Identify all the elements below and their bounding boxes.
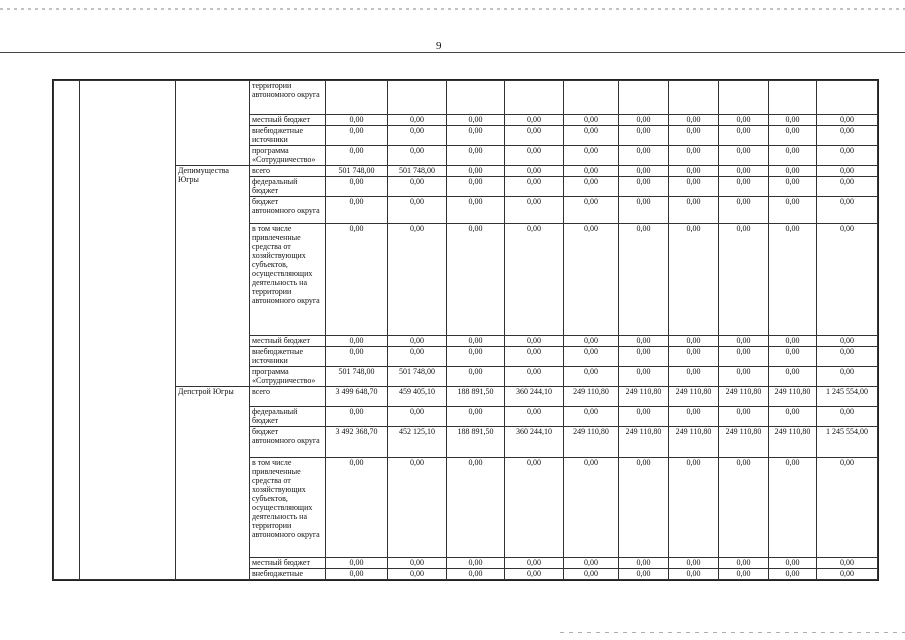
- page-number: 9: [436, 40, 442, 52]
- source-label: внебюджетные источники: [250, 347, 326, 367]
- value-cell: 0,00: [326, 458, 388, 558]
- value-cell: 0,00: [619, 197, 669, 224]
- value-cell: 0,00: [505, 558, 564, 569]
- value-cell: 0,00: [769, 197, 817, 224]
- value-cell: [719, 81, 769, 115]
- source-label: федеральный бюджет: [250, 407, 326, 427]
- value-cell: 0,00: [719, 177, 769, 197]
- value-cell: 0,00: [619, 177, 669, 197]
- value-cell: 0,00: [719, 569, 769, 580]
- value-cell: 249 110,80: [619, 427, 669, 458]
- value-cell: 0,00: [505, 224, 564, 336]
- value-cell: 0,00: [388, 224, 447, 336]
- value-cell: 0,00: [505, 166, 564, 177]
- value-cell: 0,00: [669, 569, 719, 580]
- value-cell: 0,00: [564, 336, 619, 347]
- value-cell: 0,00: [447, 558, 505, 569]
- value-cell: 0,00: [719, 166, 769, 177]
- source-label: в том числе привлеченные средства от хозяйствующих субъектов, осуществляющих деятельность на территории автономного округа: [250, 224, 326, 336]
- value-cell: 0,00: [817, 177, 878, 197]
- value-cell: 0,00: [769, 347, 817, 367]
- budget-grid: [53, 80, 878, 580]
- value-cell: 0,00: [719, 197, 769, 224]
- value-cell: 0,00: [619, 224, 669, 336]
- value-cell: 0,00: [326, 407, 388, 427]
- value-cell: 0,00: [388, 336, 447, 347]
- executor-cell: Депимущества Югры: [176, 166, 250, 387]
- value-cell: 0,00: [619, 126, 669, 146]
- value-cell: 1 245 554,00: [817, 427, 878, 458]
- value-cell: 0,00: [505, 569, 564, 580]
- value-cell: 0,00: [447, 367, 505, 387]
- value-cell: 0,00: [505, 347, 564, 367]
- value-cell: 501 748,00: [326, 367, 388, 387]
- source-label: программа «Сотрудничество»: [250, 146, 326, 166]
- value-cell: 0,00: [769, 177, 817, 197]
- value-cell: 0,00: [719, 347, 769, 367]
- value-cell: 0,00: [388, 115, 447, 126]
- value-cell: 501 748,00: [326, 166, 388, 177]
- value-cell: 0,00: [564, 458, 619, 558]
- value-cell: 0,00: [505, 115, 564, 126]
- value-cell: 0,00: [669, 558, 719, 569]
- value-cell: [326, 81, 388, 115]
- value-cell: 0,00: [769, 224, 817, 336]
- value-cell: 360 244,10: [505, 387, 564, 407]
- value-cell: 0,00: [719, 367, 769, 387]
- value-cell: 0,00: [564, 146, 619, 166]
- value-cell: 0,00: [817, 224, 878, 336]
- value-cell: 0,00: [817, 126, 878, 146]
- value-cell: 0,00: [719, 126, 769, 146]
- value-cell: 249 110,80: [719, 427, 769, 458]
- value-cell: 0,00: [769, 166, 817, 177]
- value-cell: 0,00: [505, 177, 564, 197]
- value-cell: 0,00: [564, 126, 619, 146]
- value-cell: 0,00: [619, 115, 669, 126]
- value-cell: 459 405,10: [388, 387, 447, 407]
- value-cell: 0,00: [388, 177, 447, 197]
- value-cell: 0,00: [326, 146, 388, 166]
- value-cell: 0,00: [669, 126, 719, 146]
- value-cell: 0,00: [326, 126, 388, 146]
- value-cell: 0,00: [619, 367, 669, 387]
- value-cell: 0,00: [817, 569, 878, 580]
- value-cell: 0,00: [326, 177, 388, 197]
- value-cell: 0,00: [817, 367, 878, 387]
- value-cell: 0,00: [619, 347, 669, 367]
- value-cell: 0,00: [669, 367, 719, 387]
- value-cell: 0,00: [817, 458, 878, 558]
- value-cell: 0,00: [564, 115, 619, 126]
- value-cell: 249 110,80: [769, 427, 817, 458]
- value-cell: 0,00: [769, 458, 817, 558]
- value-cell: 0,00: [505, 336, 564, 347]
- value-cell: 0,00: [447, 177, 505, 197]
- value-cell: 0,00: [505, 126, 564, 146]
- scan-artifact-top: [0, 8, 905, 10]
- value-cell: 0,00: [564, 166, 619, 177]
- source-label: в том числе привлеченные средства от хозяйствующих субъектов, осуществляющих деятельность на территории автономного округа: [250, 458, 326, 558]
- value-cell: 0,00: [669, 224, 719, 336]
- value-cell: 0,00: [669, 146, 719, 166]
- value-cell: 249 110,80: [564, 387, 619, 407]
- value-cell: 0,00: [326, 224, 388, 336]
- value-cell: [817, 81, 878, 115]
- source-label: местный бюджет: [250, 115, 326, 126]
- value-cell: 0,00: [669, 407, 719, 427]
- value-cell: 0,00: [619, 336, 669, 347]
- value-cell: 0,00: [388, 146, 447, 166]
- value-cell: 0,00: [505, 367, 564, 387]
- value-cell: 249 110,80: [564, 427, 619, 458]
- value-cell: 0,00: [388, 197, 447, 224]
- value-cell: 0,00: [505, 146, 564, 166]
- value-cell: 188 891,50: [447, 387, 505, 407]
- value-cell: [769, 81, 817, 115]
- value-cell: 0,00: [817, 115, 878, 126]
- value-cell: 0,00: [564, 367, 619, 387]
- value-cell: 0,00: [719, 407, 769, 427]
- source-label: территории автономного округа: [250, 81, 326, 115]
- value-cell: 0,00: [769, 407, 817, 427]
- value-cell: 188 891,50: [447, 427, 505, 458]
- value-cell: 249 110,80: [719, 387, 769, 407]
- table-row: [54, 166, 878, 177]
- value-cell: 249 110,80: [669, 387, 719, 407]
- value-cell: [505, 81, 564, 115]
- source-label: местный бюджет: [250, 336, 326, 347]
- value-cell: 1 245 554,00: [817, 387, 878, 407]
- source-label: программа «Сотрудничество»: [250, 367, 326, 387]
- header-rule: [0, 52, 905, 53]
- executor-cell: Депстрой Югры: [176, 387, 250, 580]
- value-cell: 0,00: [564, 558, 619, 569]
- value-cell: 0,00: [388, 126, 447, 146]
- source-label: федеральный бюджет: [250, 177, 326, 197]
- value-cell: 0,00: [719, 336, 769, 347]
- value-cell: 0,00: [619, 558, 669, 569]
- source-label: бюджет автономного округа: [250, 197, 326, 224]
- value-cell: 0,00: [505, 458, 564, 558]
- value-cell: [669, 81, 719, 115]
- value-cell: 0,00: [447, 224, 505, 336]
- source-label: всего: [250, 387, 326, 407]
- value-cell: 0,00: [669, 197, 719, 224]
- value-cell: 0,00: [669, 115, 719, 126]
- value-cell: 0,00: [669, 336, 719, 347]
- executor-cell: [176, 81, 250, 166]
- value-cell: 0,00: [447, 197, 505, 224]
- value-cell: 0,00: [719, 115, 769, 126]
- value-cell: 0,00: [326, 347, 388, 367]
- value-cell: 0,00: [505, 197, 564, 224]
- source-label: местный бюджет: [250, 558, 326, 569]
- value-cell: 249 110,80: [619, 387, 669, 407]
- value-cell: 0,00: [669, 347, 719, 367]
- scan-artifact-bottom: [560, 632, 905, 633]
- value-cell: 0,00: [447, 336, 505, 347]
- value-cell: 501 748,00: [388, 367, 447, 387]
- value-cell: 0,00: [326, 115, 388, 126]
- value-cell: 0,00: [564, 177, 619, 197]
- value-cell: 3 492 368,70: [326, 427, 388, 458]
- source-label: внебюджетные: [250, 569, 326, 580]
- source-label: внебюджетные источники: [250, 126, 326, 146]
- value-cell: 0,00: [564, 224, 619, 336]
- value-cell: [619, 81, 669, 115]
- value-cell: 0,00: [719, 558, 769, 569]
- value-cell: 249 110,80: [769, 387, 817, 407]
- value-cell: 0,00: [719, 224, 769, 336]
- value-cell: 0,00: [447, 569, 505, 580]
- value-cell: 249 110,80: [669, 427, 719, 458]
- value-cell: 0,00: [669, 458, 719, 558]
- value-cell: 0,00: [769, 115, 817, 126]
- value-cell: 0,00: [619, 166, 669, 177]
- value-cell: 0,00: [447, 115, 505, 126]
- value-cell: 0,00: [564, 347, 619, 367]
- budget-table: [52, 79, 879, 581]
- col-number-cell: [54, 81, 80, 580]
- value-cell: 3 499 648,70: [326, 387, 388, 407]
- source-label: всего: [250, 166, 326, 177]
- value-cell: 0,00: [447, 126, 505, 146]
- value-cell: 0,00: [769, 336, 817, 347]
- value-cell: 0,00: [388, 558, 447, 569]
- value-cell: 501 748,00: [388, 166, 447, 177]
- source-label: бюджет автономного округа: [250, 427, 326, 458]
- value-cell: 0,00: [388, 569, 447, 580]
- value-cell: 0,00: [769, 126, 817, 146]
- value-cell: 0,00: [447, 166, 505, 177]
- value-cell: 0,00: [817, 407, 878, 427]
- value-cell: 452 125,10: [388, 427, 447, 458]
- value-cell: 0,00: [388, 347, 447, 367]
- col-program-cell: [80, 81, 176, 580]
- value-cell: 0,00: [326, 569, 388, 580]
- value-cell: 0,00: [817, 347, 878, 367]
- value-cell: 0,00: [769, 146, 817, 166]
- value-cell: 0,00: [447, 146, 505, 166]
- value-cell: 0,00: [388, 458, 447, 558]
- value-cell: [564, 81, 619, 115]
- value-cell: 0,00: [669, 177, 719, 197]
- value-cell: 0,00: [769, 367, 817, 387]
- value-cell: 0,00: [564, 569, 619, 580]
- value-cell: 0,00: [817, 146, 878, 166]
- table-row: [54, 387, 878, 407]
- value-cell: 0,00: [619, 458, 669, 558]
- value-cell: [388, 81, 447, 115]
- value-cell: 0,00: [669, 166, 719, 177]
- value-cell: 0,00: [447, 407, 505, 427]
- value-cell: 0,00: [326, 336, 388, 347]
- value-cell: 0,00: [564, 197, 619, 224]
- value-cell: 0,00: [388, 407, 447, 427]
- value-cell: 0,00: [619, 146, 669, 166]
- value-cell: 0,00: [564, 407, 619, 427]
- value-cell: 0,00: [817, 166, 878, 177]
- value-cell: 0,00: [817, 197, 878, 224]
- value-cell: 0,00: [719, 458, 769, 558]
- value-cell: [447, 81, 505, 115]
- value-cell: 0,00: [719, 146, 769, 166]
- value-cell: 0,00: [505, 407, 564, 427]
- value-cell: 0,00: [619, 407, 669, 427]
- value-cell: 360 244,10: [505, 427, 564, 458]
- table-row: [54, 81, 878, 115]
- value-cell: 0,00: [817, 336, 878, 347]
- value-cell: 0,00: [817, 558, 878, 569]
- value-cell: 0,00: [769, 558, 817, 569]
- value-cell: 0,00: [619, 569, 669, 580]
- value-cell: 0,00: [447, 347, 505, 367]
- value-cell: 0,00: [769, 569, 817, 580]
- value-cell: 0,00: [447, 458, 505, 558]
- value-cell: 0,00: [326, 558, 388, 569]
- value-cell: 0,00: [326, 197, 388, 224]
